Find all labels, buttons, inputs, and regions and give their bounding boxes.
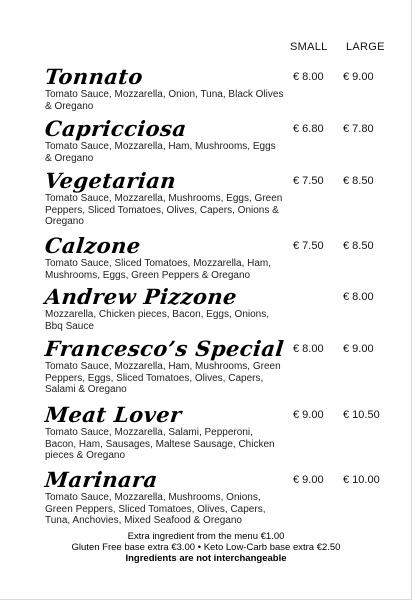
footer-note: Ingredients are not interchangeable (125, 553, 287, 564)
menu-item-capricciosa (45, 118, 405, 164)
footer-extra-ingredient: Extra ingredient from the menu €1.00 (127, 531, 285, 542)
price-large: € 8.00 (343, 291, 374, 303)
footer-base-options: Gluten Free base extra €3.00 • Keto Low-Carb base extra €2.50 (71, 542, 341, 553)
menu-item-andrew-pizzone (45, 286, 405, 332)
menu-item-vegetarian (45, 170, 405, 228)
price-small: € 7.50 (293, 240, 324, 252)
price-small: € 8.00 (293, 71, 324, 83)
header-large: LARGE (346, 41, 385, 53)
price-large: € 7.80 (343, 123, 374, 135)
item-description: Tomato Sauce, Mozzarella, Mushrooms, Onions, Green Peppers, Sliced Tomatoes, Olives, Capers, Tuna, Anchovies, Mixed Seafood & Oregano (45, 492, 266, 527)
menu-item-tonnato (45, 66, 405, 112)
menu-item-meat-lover (45, 404, 405, 462)
item-description: Tomato Sauce, Mozzarella, Ham, Mushrooms, Green Peppers, Eggs, Sliced Tomatoes, Olives, Capers, Salami & Oregano (45, 361, 281, 396)
item-description: Tomato Sauce, Mozzarella, Salami, Pepperoni, Bacon, Ham, Sausages, Maltese Sausage, Chicken pieces & Oregano (45, 427, 275, 462)
item-description: Mozzarella, Chicken pieces, Bacon, Eggs, Onions, Bbq Sauce (45, 309, 269, 332)
menu-item-marinara (45, 469, 405, 527)
price-small: € 9.00 (293, 409, 324, 421)
price-large: € 9.00 (343, 71, 374, 83)
price-small: € 9.00 (293, 474, 324, 486)
item-name: Andrew Pizzone (43, 284, 239, 309)
item-name: Calzone (43, 233, 143, 258)
item-name: Vegetarian (43, 168, 178, 193)
menu-item-calzone (45, 235, 405, 281)
header-small: SMALL (290, 41, 328, 53)
price-large: € 10.00 (343, 474, 380, 486)
item-description: Tomato Sauce, Mozzarella, Onion, Tuna, Black Olives & Oregano (45, 89, 284, 112)
price-small: € 8.00 (293, 343, 324, 355)
price-small: € 7.50 (293, 175, 324, 187)
item-name: Meat Lover (43, 402, 183, 427)
price-large: € 8.50 (343, 175, 374, 187)
item-description: Tomato Sauce, Mozzarella, Ham, Mushrooms, Eggs & Oregano (45, 141, 276, 164)
item-name: Marinara (43, 467, 160, 492)
item-name: Capricciosa (43, 116, 188, 141)
item-description: Tomato Sauce, Mozzarella, Mushrooms, Eggs, Green Peppers, Sliced Tomatoes, Olives, Capers, Onions & Oregano (45, 193, 283, 228)
item-name: Tonnato (43, 64, 145, 89)
price-large: € 9.00 (343, 343, 374, 355)
item-name: Francesco’s Special (43, 336, 286, 361)
price-small: € 6.80 (293, 123, 324, 135)
item-description: Tomato Sauce, Sliced Tomatoes, Mozzarella, Ham, Mushrooms, Eggs, Green Peppers & Oregano (45, 258, 272, 281)
price-large: € 8.50 (343, 240, 374, 252)
menu-item-francescos-special (45, 338, 405, 396)
price-large: € 10.50 (343, 409, 380, 421)
